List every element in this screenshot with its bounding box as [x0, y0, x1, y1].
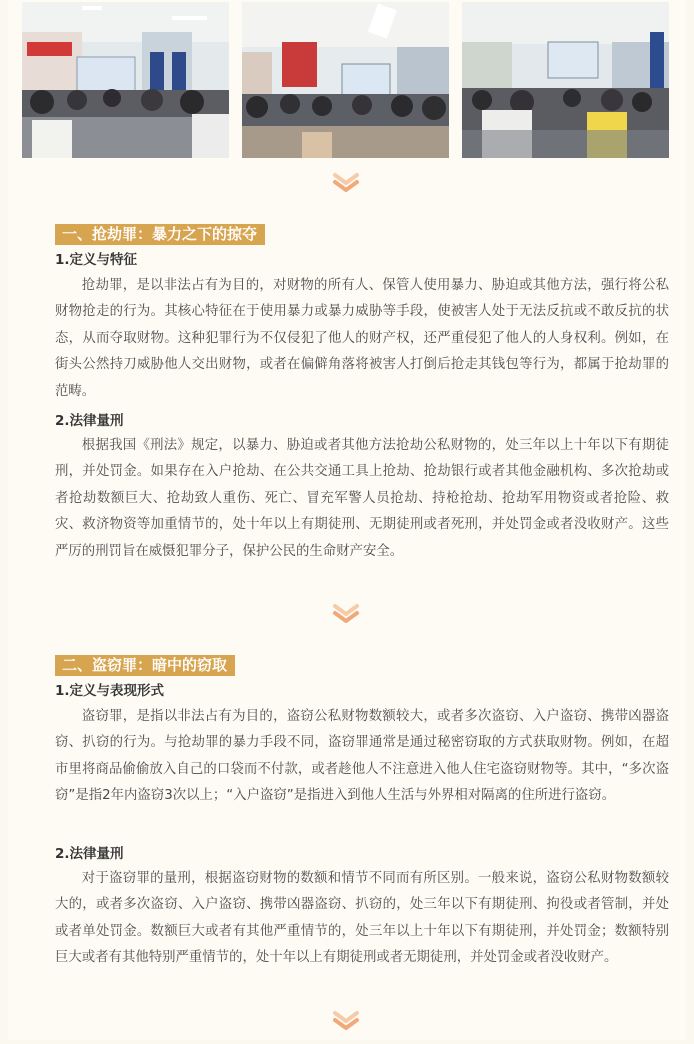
divider-chevron-3	[331, 1010, 361, 1032]
section-1-paragraph-definition: 抢劫罪，是以非法占有为目的，对财物的所有人、保管人使用暴力、胁迫或其他方法，强行将公私财物抢走的行为。其核心特征在于使用暴力或暴力威胁等手段，使被害人处于无法反抗或不敢反抗的状态，从而夺取财物。这种犯罪行为不仅侵犯了他人的财产权，还严重侵犯了他人的人身权利。例如，在街头公然持刀威胁他人交出财物，或者在偏僻角落将被害人打倒后抢走其钱包等行为，都属于抢劫罪的范畴。	[55, 278, 669, 399]
double-chevron-down-icon	[331, 1010, 361, 1032]
section-1-subheading-sentencing: 2.法律量刑	[55, 413, 124, 429]
section-1-paragraph-sentencing: 根据我国《刑法》规定，以暴力、胁迫或者其他方法抢劫公私财物的，处三年以上十年以下有期徒刑，并处罚金。如果存在入户抢劫、在公共交通工具上抢劫、抢劫银行或者其他金融机构、多次抢劫或者抢劫数额巨大、抢劫致人重伤、死亡、冒充军警人员抢劫、持枪抢劫、抢劫军用物资或者抢险、救灾、救济物资等加重情节的，处十年以上有期徒刑、无期徒刑或者死刑，并处罚金或者没收财产。这些严厉的刑罚旨在威慑犯罪分子，保护公民的生命财产安全。	[55, 438, 669, 559]
section-2-subheading-definition: 1.定义与表现形式	[55, 683, 165, 699]
divider-chevron-1	[331, 172, 361, 194]
classroom-photo-1[interactable]	[22, 2, 229, 158]
double-chevron-down-icon	[331, 603, 361, 625]
section-1-subheading-definition: 1.定义与特征	[55, 252, 138, 268]
section-2-subheading-sentencing: 2.法律量刑	[55, 846, 124, 862]
classroom-photo-3[interactable]	[462, 2, 669, 158]
section-2-title: 二、盗窃罪：暗中的窃取	[55, 655, 235, 676]
section-1-title: 一、抢劫罪：暴力之下的掠夺	[55, 224, 265, 245]
divider-chevron-2	[331, 603, 361, 625]
section-2-paragraph-definition: 盗窃罪，是指以非法占有为目的，盗窃公私财物数额较大，或者多次盗窃、入户盗窃、携带凶器盗窃、扒窃的行为。与抢劫罪的暴力手段不同，盗窃罪通常是通过秘密窃取的方式获取财物。例如，在超市里将商品偷偷放入自己的口袋而不付款，或者趁他人不注意进入他人住宅盗窃财物等。其中，“多次盗窃”是指2年内盗窃3次以上；“入户盗窃”是指进入到他人生活与外界相对隔离的住所进行盗窃。	[55, 709, 669, 804]
section-2-paragraph-sentencing: 对于盗窃罪的量刑，根据盗窃财物的数额和情节不同而有所区别。一般来说，盗窃公私财物数额较大的，或者多次盗窃、入户盗窃、携带凶器盗窃、扒窃的，处三年以下有期徒刑、拘役或者管制，并处或者单处罚金。数额巨大或者有其他严重情节的，处三年以上十年以下有期徒刑，并处罚金；数额特别巨大或者有其他特别严重情节的，处十年以上有期徒刑或者无期徒刑，并处罚金或者没收财产。	[55, 871, 669, 966]
double-chevron-down-icon	[331, 172, 361, 194]
photo-strip	[22, 2, 672, 159]
classroom-photo-2[interactable]	[242, 2, 449, 158]
